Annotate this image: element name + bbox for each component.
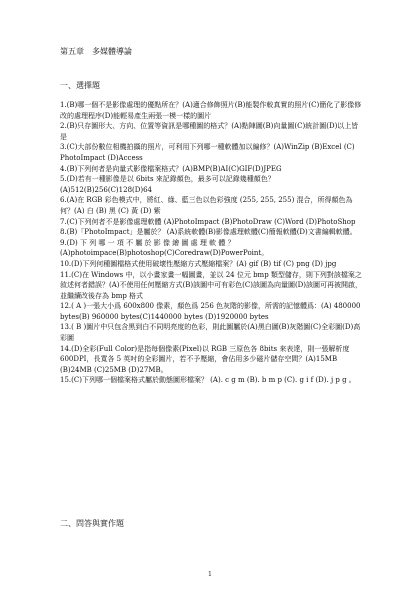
question-item: 6.(A)在 RGB 彩色模式中，將紅、綠、藍三色以色彩強度 (255, 255, 255) 混合，所得顏色為何？(A) 白 (B) 黑 (C) 黃 (D) 紫 (60, 196, 353, 215)
question-item: 10.(D)下列何種圖檔格式使用破壞性壓縮方式壓縮檔案？(A) gif (B) tif (C) png (D) jpg (60, 259, 337, 268)
page-number: 1 (207, 570, 213, 578)
question-item: 2.(B)只存圖形大、方向、位置等資訊是哪種圖的格式？(A)點陣圖(B)向量圖(C)統計圖(D)以上皆是 (60, 122, 359, 141)
question-item: 13.( B )圖片中只包含黑到白不同明亮度的色彩，則此圖屬於(A)黑白圖(B)灰階圖(C)全彩圖(D)高彩圖 (60, 323, 361, 343)
section-title-short-answer: 二、問答與實作題 (60, 519, 124, 528)
chapter-title: 第五章 多媒體導論 (60, 47, 132, 56)
question-item: 4.(B)下列何者是向量式影像檔案格式？(A)BMP(B)AI(C)GIF(D)JPEG (60, 164, 282, 173)
question-item: 7.(C)下列何者不是影像處理軟體 (A)PhotoImpact (B)PhotoDraw (C)Word (D)PhotoShop (60, 217, 356, 226)
question-item: 5.(D)若有一種影像是以 6bits 來記錄顏色，最多可以記錄幾種顏色？(A)512(B)256(C)128(D)64 (60, 175, 275, 194)
section-title-multiple-choice: 一、選擇題 (60, 81, 100, 90)
question-item: 12.( A )一張大小爲 600x800 像素，顏色爲 256 色灰階的影像，所需的記憶體爲：(A) 480000 bytes(B) 960000 bytes(C)1440000 bytes (D)1920000 bytes (60, 302, 361, 321)
question-item: 3.(C)大部份數位相機拍攝的照片，可利用下列哪一種軟體加以編修？(A)WinZip (B)Excel (C) PhotoImpact (D)Access (60, 143, 355, 162)
question-list (60, 100, 364, 386)
question-item: 8.(B)「PhotoImpact」是屬於？ (A)系統軟體(B)影像處理軟體(C)簡報軟體(D)文書編輯軟體。 (60, 228, 357, 237)
question-item: 9.(D) 下 列 哪 一 項 不 屬 於 影 像 繪 圖 處 理 軟 體 ？ (A)photoimpace(B)photoshop(C)Coredraw(D)PowerPoint。 (60, 238, 269, 258)
question-item: 14.(D)全彩(Full Color)是指每個像素(Pixel)以 RGB 三原色各 8bits 來表達，則一張解析度 600DPI，長寬各 5 英吋的全彩圖片，若不予壓縮，會佔用多少磁片儲存空間？(A)15MB (B)24MB (C)25MB (D)27MB。 (60, 344, 350, 374)
question-item: 11.(C)在 Windows 中，以小畫家畫一幅圖畫，並以 24 位元 bmp 類型儲存，則下列對該檔案之敘述何者錯誤？(A)不使用任何壓縮方式(B)該圖中可有彩色(C)該圖為向量圖(D)該圖可再被開啟，並繼續改後存為 bmp 格式 (60, 270, 363, 300)
question-item: 15.(C)下列哪一個檔案格式屬於動態圖形檔案？ (A). c g m (B). b m p (C). g i f (D). j p g 。 (60, 376, 356, 385)
question-item: 1.(B)哪一個不是影像處理的優點所在？(A)適合修飾照片(B)能製作較真實的照片(C)簡化了影像修改的處理程序(D)能輕易產生兩張一模一樣的圖片 (60, 101, 362, 120)
